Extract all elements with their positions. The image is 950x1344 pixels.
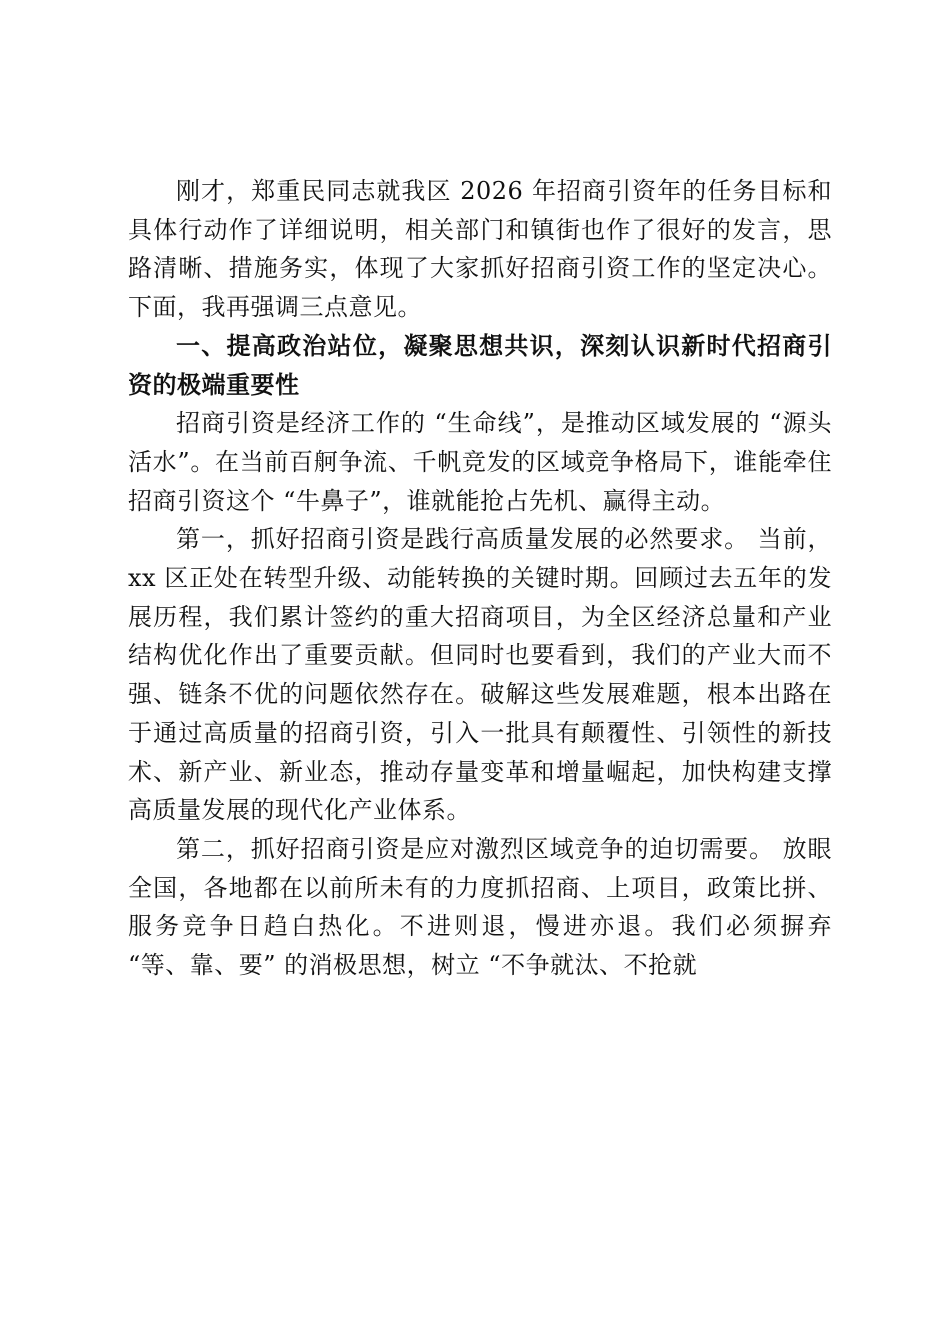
section-heading-1: 一、提高政治站位，凝聚思想共识，深刻认识新时代招商引资的极端重要性 [128,330,832,399]
point-1-paragraph: 第一，抓好招商引资是践行高质量发展的必然要求。 当前，xx 区正处在转型升级、动能转换的关键时期。回顾过去五年的发展历程，我们累计签约的重大招商项目，为全区经济总量和产业结构优化作出了重要贡献。但同时也要看到，我们的产业大而不强、链条不优的问题依然存在。破解这些发展难题，根本出路在于通过高质量的招商引资，引入一批具有颠覆性、引领性的新技术、新产业、新业态，推动存量变革和增量崛起，加快构建支撑高质量发展的现代化产业体系。 [128,525,832,825]
section-1-paragraph: 招商引资是经济工作的 “生命线”，是推动区域发展的 “源头活水”。在当前百舸争流、千帆竞发的区域竞争格局下，谁能牵住招商引资这个 “牛鼻子”，谁就能抢占先机、赢得主动。 [128,409,832,515]
point-2-paragraph: 第二，抓好招商引资是应对激烈区域竞争的迫切需要。 放眼全国，各地都在以前所未有的力度抓招商、上项目，政策比拼、服务竞争日趋白热化。不进则退，慢进亦退。我们必须摒弃 “等、靠、要” 的消极思想，树立 “不争就汰、不抢就 [128,834,832,980]
document-body [128,172,832,985]
intro-paragraph: 刚才，郑重民同志就我区 2026 年招商引资年的任务目标和具体行动作了详细说明，相关部门和镇街也作了很好的发言，思路清晰、措施务实，体现了大家抓好招商引资工作的坚定决心。下面，我再强调三点意见。 [128,177,832,322]
